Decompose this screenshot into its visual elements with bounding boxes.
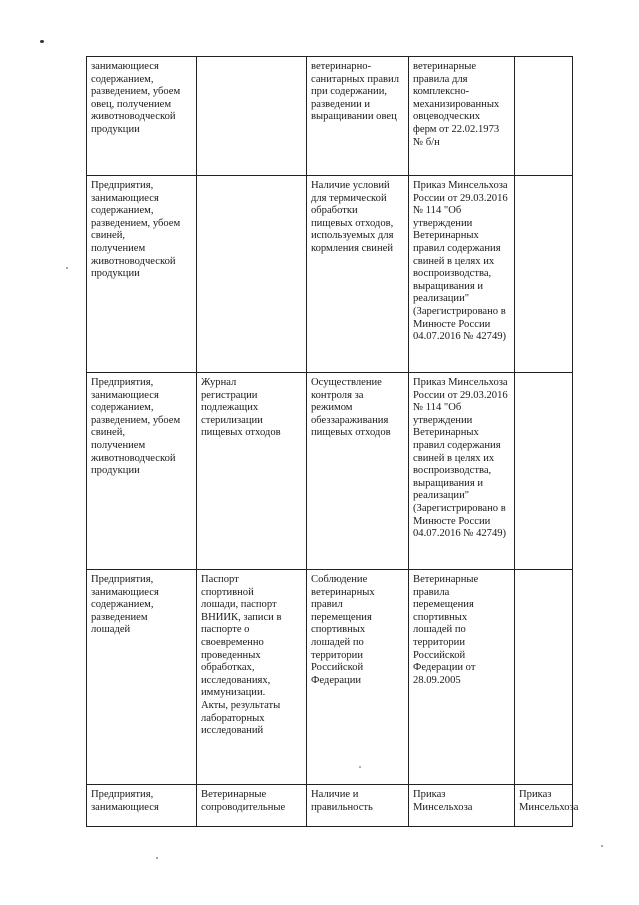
cell-extra (515, 570, 573, 785)
cell-subject: занимающиеся содержанием, разведением, убоем овец, получением животноводческой продукции (87, 57, 197, 176)
cell-legal-act: Приказ Минсельхоза России от 29.03.2016 № 114 "Об утверждении Ветеринарных правил содержания свиней в целях их воспроизводства, выращивания и реализации" (Зарегистрировано в Минюсте России 04.07.2016 № 42749) (409, 176, 515, 373)
cell-extra (515, 57, 573, 176)
cell-requirement: Наличие условий для термической обработки пищевых отходов, используемых для кормления свиней (307, 176, 409, 373)
cell-legal-act: ветеринарные правила для комплексно- механизированных овцеводческих ферм от 22.02.1973 № б/н (409, 57, 515, 176)
cell-legal-act: Приказ Минсельхоза (409, 785, 515, 827)
cell-subject: Предприятия, занимающиеся (87, 785, 197, 827)
scan-speck (601, 845, 603, 847)
cell-documents: Журнал регистрации подлежащих стерилизации пищевых отходов (197, 373, 307, 570)
cell-documents: Паспорт спортивной лошади, паспорт ВНИИК, записи в паспорте о своевременно проведенных обработках, исследованиях, иммунизации. Акты, результаты лабораторных исследований (197, 570, 307, 785)
scan-speck (40, 40, 44, 43)
cell-documents (197, 57, 307, 176)
table-row (87, 176, 573, 373)
table-row (87, 373, 573, 570)
cell-requirement: Наличие и правильность (307, 785, 409, 827)
table-row (87, 570, 573, 785)
cell-subject: Предприятия, занимающиеся содержанием, разведением, убоем свиней, получением животноводческой продукции (87, 176, 197, 373)
table-row (87, 57, 573, 176)
cell-legal-act: Ветеринарные правила перемещения спортивных лошадей по территории Российской Федерации от 28.09.2005 (409, 570, 515, 785)
cell-requirement: ветеринарно- санитарных правил при содержании, разведении и выращивании овец (307, 57, 409, 176)
inspection-requirements-table (86, 56, 579, 827)
cell-extra (515, 373, 573, 570)
cell-documents (197, 176, 307, 373)
cell-requirement: Соблюдение ветеринарных правил перемещения спортивных лошадей по территории Российской Федерации (307, 570, 409, 785)
cell-subject: Предприятия, занимающиеся содержанием, разведением, убоем свиней, получением животноводческой продукции (87, 373, 197, 570)
cell-requirement: Осуществление контроля за режимом обеззараживания пищевых отходов (307, 373, 409, 570)
cell-documents: Ветеринарные сопроводительные (197, 785, 307, 827)
scan-speck (156, 857, 158, 859)
cell-legal-act: Приказ Минсельхоза России от 29.03.2016 № 114 "Об утверждении Ветеринарных правил содержания свиней в целях их воспроизводства, выращивания и реализации" (Зарегистрировано в Минюсте России 04.07.2016 № 42749) (409, 373, 515, 570)
cell-subject: Предприятия, занимающиеся содержанием, разведением лошадей (87, 570, 197, 785)
cell-extra: Приказ Минсельхоза (515, 785, 573, 827)
scan-speck (66, 267, 68, 269)
cell-extra (515, 176, 573, 373)
table-row (87, 785, 573, 827)
